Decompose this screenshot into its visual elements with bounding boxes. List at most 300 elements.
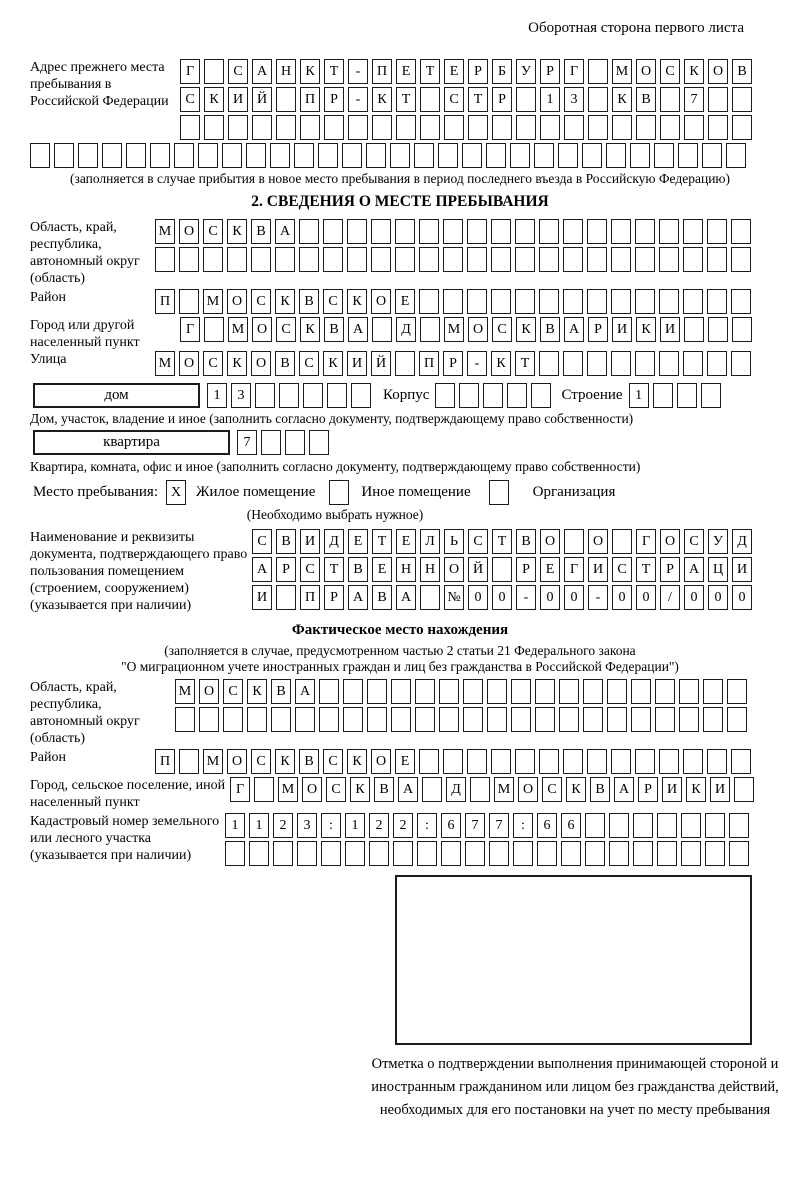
char-cell[interactable]: 7 bbox=[237, 430, 257, 455]
char-cell[interactable]: Е bbox=[444, 59, 464, 84]
char-cell[interactable]: 6 bbox=[537, 813, 557, 838]
char-cell[interactable] bbox=[318, 143, 338, 168]
char-cell[interactable] bbox=[612, 115, 632, 140]
char-cell[interactable]: А bbox=[396, 585, 416, 610]
char-cell[interactable] bbox=[444, 115, 464, 140]
char-cell[interactable] bbox=[607, 679, 627, 704]
char-cell[interactable]: 0 bbox=[732, 585, 752, 610]
char-cell[interactable]: О bbox=[444, 557, 464, 582]
char-cell[interactable] bbox=[731, 351, 751, 376]
char-cell[interactable]: И bbox=[612, 317, 632, 342]
char-cell[interactable]: К bbox=[372, 87, 392, 112]
char-cell[interactable] bbox=[732, 115, 752, 140]
char-cell[interactable]: В bbox=[374, 777, 394, 802]
char-cell[interactable] bbox=[583, 707, 603, 732]
char-cell[interactable] bbox=[678, 143, 698, 168]
char-cell[interactable] bbox=[367, 679, 387, 704]
char-cell[interactable]: 1 bbox=[249, 813, 269, 838]
char-cell[interactable] bbox=[539, 289, 559, 314]
char-cell[interactable]: 0 bbox=[492, 585, 512, 610]
char-cell[interactable]: М bbox=[278, 777, 298, 802]
char-cell[interactable] bbox=[30, 143, 50, 168]
char-cell[interactable]: К bbox=[204, 87, 224, 112]
char-cell[interactable]: В bbox=[590, 777, 610, 802]
char-cell[interactable]: А bbox=[252, 557, 272, 582]
char-cell[interactable] bbox=[657, 841, 677, 866]
char-cell[interactable] bbox=[414, 143, 434, 168]
char-cell[interactable]: 0 bbox=[636, 585, 656, 610]
char-cell[interactable]: № bbox=[444, 585, 464, 610]
char-cell[interactable] bbox=[443, 289, 463, 314]
char-cell[interactable]: П bbox=[372, 59, 392, 84]
char-cell[interactable] bbox=[564, 529, 584, 554]
char-cell[interactable] bbox=[299, 219, 319, 244]
char-cell[interactable]: Т bbox=[636, 557, 656, 582]
char-cell[interactable] bbox=[255, 383, 275, 408]
char-cell[interactable]: О bbox=[371, 749, 391, 774]
char-cell[interactable]: В bbox=[372, 585, 392, 610]
char-cell[interactable]: Е bbox=[372, 557, 392, 582]
char-cell[interactable]: Р bbox=[276, 557, 296, 582]
char-cell[interactable] bbox=[585, 813, 605, 838]
char-cell[interactable]: М bbox=[228, 317, 248, 342]
char-cell[interactable]: О bbox=[588, 529, 608, 554]
char-cell[interactable]: С bbox=[203, 351, 223, 376]
char-cell[interactable]: В bbox=[271, 679, 291, 704]
char-cell[interactable] bbox=[351, 383, 371, 408]
char-cell[interactable] bbox=[491, 289, 511, 314]
char-cell[interactable] bbox=[126, 143, 146, 168]
char-cell[interactable]: Г bbox=[180, 317, 200, 342]
char-cell[interactable]: К bbox=[491, 351, 511, 376]
char-cell[interactable] bbox=[729, 813, 749, 838]
char-cell[interactable]: Р bbox=[324, 87, 344, 112]
char-cell[interactable]: Т bbox=[468, 87, 488, 112]
char-cell[interactable] bbox=[559, 679, 579, 704]
char-cell[interactable] bbox=[535, 679, 555, 704]
char-cell[interactable] bbox=[707, 351, 727, 376]
char-cell[interactable] bbox=[463, 707, 483, 732]
char-cell[interactable] bbox=[731, 289, 751, 314]
char-cell[interactable] bbox=[443, 219, 463, 244]
char-cell[interactable] bbox=[558, 143, 578, 168]
char-cell[interactable]: Г bbox=[230, 777, 250, 802]
char-cell[interactable] bbox=[587, 749, 607, 774]
char-cell[interactable] bbox=[276, 585, 296, 610]
char-cell[interactable] bbox=[654, 143, 674, 168]
char-cell[interactable] bbox=[660, 87, 680, 112]
char-cell[interactable]: 3 bbox=[297, 813, 317, 838]
char-cell[interactable]: С bbox=[542, 777, 562, 802]
char-cell[interactable] bbox=[531, 383, 551, 408]
char-cell[interactable]: Т bbox=[492, 529, 512, 554]
char-cell[interactable] bbox=[285, 430, 305, 455]
char-cell[interactable] bbox=[491, 219, 511, 244]
char-cell[interactable]: С bbox=[468, 529, 488, 554]
char-cell[interactable]: М bbox=[155, 351, 175, 376]
char-cell[interactable]: : bbox=[321, 813, 341, 838]
char-cell[interactable] bbox=[734, 777, 754, 802]
char-cell[interactable] bbox=[635, 289, 655, 314]
char-cell[interactable] bbox=[563, 219, 583, 244]
char-cell[interactable] bbox=[372, 317, 392, 342]
char-cell[interactable]: С bbox=[223, 679, 243, 704]
char-cell[interactable] bbox=[297, 841, 317, 866]
char-cell[interactable]: 6 bbox=[441, 813, 461, 838]
char-cell[interactable] bbox=[366, 143, 386, 168]
char-cell[interactable]: Т bbox=[324, 59, 344, 84]
char-cell[interactable] bbox=[587, 351, 607, 376]
char-cell[interactable] bbox=[631, 679, 651, 704]
char-cell[interactable]: С bbox=[684, 529, 704, 554]
char-cell[interactable]: М bbox=[155, 219, 175, 244]
char-cell[interactable]: Е bbox=[348, 529, 368, 554]
checkbox-inoe[interactable] bbox=[329, 480, 349, 505]
char-cell[interactable] bbox=[204, 317, 224, 342]
char-cell[interactable] bbox=[684, 115, 704, 140]
char-cell[interactable]: К bbox=[323, 351, 343, 376]
char-cell[interactable]: Р bbox=[324, 585, 344, 610]
char-cell[interactable]: О bbox=[227, 289, 247, 314]
char-cell[interactable]: 1 bbox=[345, 813, 365, 838]
char-cell[interactable] bbox=[539, 351, 559, 376]
char-cell[interactable] bbox=[276, 87, 296, 112]
char-cell[interactable]: / bbox=[660, 585, 680, 610]
char-cell[interactable] bbox=[708, 87, 728, 112]
char-cell[interactable] bbox=[419, 219, 439, 244]
char-cell[interactable] bbox=[679, 679, 699, 704]
char-cell[interactable]: А bbox=[295, 679, 315, 704]
char-cell[interactable]: О bbox=[179, 219, 199, 244]
char-cell[interactable]: С bbox=[228, 59, 248, 84]
char-cell[interactable]: П bbox=[155, 749, 175, 774]
char-cell[interactable] bbox=[659, 351, 679, 376]
char-cell[interactable] bbox=[369, 841, 389, 866]
char-cell[interactable] bbox=[633, 841, 653, 866]
char-cell[interactable]: К bbox=[636, 317, 656, 342]
char-cell[interactable] bbox=[707, 749, 727, 774]
char-cell[interactable]: Е bbox=[396, 59, 416, 84]
char-cell[interactable]: И bbox=[228, 87, 248, 112]
char-cell[interactable] bbox=[319, 679, 339, 704]
char-cell[interactable] bbox=[612, 529, 632, 554]
char-cell[interactable]: Р bbox=[492, 87, 512, 112]
char-cell[interactable] bbox=[203, 247, 223, 272]
char-cell[interactable] bbox=[516, 87, 536, 112]
char-cell[interactable] bbox=[727, 679, 747, 704]
char-cell[interactable]: С bbox=[660, 59, 680, 84]
char-cell[interactable]: И bbox=[660, 317, 680, 342]
char-cell[interactable] bbox=[611, 351, 631, 376]
char-cell[interactable] bbox=[462, 143, 482, 168]
char-cell[interactable] bbox=[516, 115, 536, 140]
char-cell[interactable] bbox=[677, 383, 697, 408]
char-cell[interactable] bbox=[420, 115, 440, 140]
char-cell[interactable]: К bbox=[516, 317, 536, 342]
char-cell[interactable]: В bbox=[732, 59, 752, 84]
char-cell[interactable] bbox=[294, 143, 314, 168]
char-cell[interactable] bbox=[439, 707, 459, 732]
char-cell[interactable] bbox=[563, 749, 583, 774]
char-cell[interactable] bbox=[607, 707, 627, 732]
char-cell[interactable]: С bbox=[276, 317, 296, 342]
char-cell[interactable] bbox=[467, 289, 487, 314]
char-cell[interactable] bbox=[391, 707, 411, 732]
char-cell[interactable]: Р bbox=[516, 557, 536, 582]
char-cell[interactable]: У bbox=[516, 59, 536, 84]
char-cell[interactable] bbox=[251, 247, 271, 272]
char-cell[interactable] bbox=[633, 813, 653, 838]
char-cell[interactable] bbox=[659, 219, 679, 244]
char-cell[interactable]: И bbox=[588, 557, 608, 582]
char-cell[interactable]: А bbox=[684, 557, 704, 582]
char-cell[interactable]: К bbox=[612, 87, 632, 112]
char-cell[interactable] bbox=[390, 143, 410, 168]
char-cell[interactable] bbox=[371, 219, 391, 244]
char-cell[interactable]: А bbox=[398, 777, 418, 802]
char-cell[interactable] bbox=[609, 813, 629, 838]
char-cell[interactable]: П bbox=[155, 289, 175, 314]
char-cell[interactable] bbox=[515, 219, 535, 244]
char-cell[interactable]: А bbox=[275, 219, 295, 244]
char-cell[interactable]: Т bbox=[372, 529, 392, 554]
char-cell[interactable] bbox=[300, 115, 320, 140]
char-cell[interactable]: К bbox=[247, 679, 267, 704]
char-cell[interactable] bbox=[343, 679, 363, 704]
char-cell[interactable]: С bbox=[444, 87, 464, 112]
char-cell[interactable] bbox=[343, 707, 363, 732]
char-cell[interactable]: 1 bbox=[225, 813, 245, 838]
char-cell[interactable] bbox=[303, 383, 323, 408]
char-cell[interactable] bbox=[731, 749, 751, 774]
char-cell[interactable] bbox=[585, 841, 605, 866]
char-cell[interactable]: - bbox=[348, 59, 368, 84]
char-cell[interactable] bbox=[611, 749, 631, 774]
char-cell[interactable]: Р bbox=[540, 59, 560, 84]
char-cell[interactable] bbox=[204, 115, 224, 140]
char-cell[interactable]: Н bbox=[420, 557, 440, 582]
char-cell[interactable]: А bbox=[614, 777, 634, 802]
char-cell[interactable]: Т bbox=[515, 351, 535, 376]
char-cell[interactable] bbox=[707, 247, 727, 272]
char-cell[interactable]: О bbox=[636, 59, 656, 84]
char-cell[interactable]: Г bbox=[564, 557, 584, 582]
char-cell[interactable] bbox=[261, 430, 281, 455]
char-cell[interactable]: П bbox=[419, 351, 439, 376]
char-cell[interactable] bbox=[467, 219, 487, 244]
char-cell[interactable] bbox=[347, 247, 367, 272]
char-cell[interactable] bbox=[179, 289, 199, 314]
char-cell[interactable]: К bbox=[300, 59, 320, 84]
char-cell[interactable] bbox=[705, 813, 725, 838]
char-cell[interactable]: А bbox=[252, 59, 272, 84]
char-cell[interactable] bbox=[611, 289, 631, 314]
char-cell[interactable]: И bbox=[732, 557, 752, 582]
char-cell[interactable] bbox=[587, 219, 607, 244]
char-cell[interactable] bbox=[279, 383, 299, 408]
char-cell[interactable] bbox=[487, 679, 507, 704]
char-cell[interactable]: 7 bbox=[465, 813, 485, 838]
char-cell[interactable] bbox=[513, 841, 533, 866]
char-cell[interactable] bbox=[659, 289, 679, 314]
char-cell[interactable] bbox=[489, 841, 509, 866]
char-cell[interactable] bbox=[703, 679, 723, 704]
char-cell[interactable] bbox=[372, 115, 392, 140]
char-cell[interactable]: Д bbox=[732, 529, 752, 554]
checkbox-org[interactable] bbox=[489, 480, 509, 505]
char-cell[interactable] bbox=[271, 707, 291, 732]
char-cell[interactable]: В bbox=[276, 529, 296, 554]
char-cell[interactable] bbox=[683, 219, 703, 244]
char-cell[interactable] bbox=[537, 841, 557, 866]
char-cell[interactable]: А bbox=[564, 317, 584, 342]
char-cell[interactable] bbox=[342, 143, 362, 168]
char-cell[interactable]: А bbox=[348, 585, 368, 610]
char-cell[interactable] bbox=[563, 289, 583, 314]
char-cell[interactable]: С bbox=[203, 219, 223, 244]
char-cell[interactable] bbox=[435, 383, 455, 408]
char-cell[interactable]: Р bbox=[660, 557, 680, 582]
char-cell[interactable] bbox=[204, 59, 224, 84]
char-cell[interactable]: С bbox=[492, 317, 512, 342]
char-cell[interactable]: Р bbox=[443, 351, 463, 376]
char-cell[interactable]: Р bbox=[468, 59, 488, 84]
char-cell[interactable] bbox=[707, 219, 727, 244]
char-cell[interactable]: О bbox=[199, 679, 219, 704]
char-cell[interactable]: Ц bbox=[708, 557, 728, 582]
char-cell[interactable]: : bbox=[417, 813, 437, 838]
char-cell[interactable]: У bbox=[708, 529, 728, 554]
char-cell[interactable]: Д bbox=[446, 777, 466, 802]
char-cell[interactable] bbox=[222, 143, 242, 168]
char-cell[interactable] bbox=[540, 115, 560, 140]
char-cell[interactable]: 2 bbox=[393, 813, 413, 838]
char-cell[interactable] bbox=[199, 707, 219, 732]
char-cell[interactable] bbox=[417, 841, 437, 866]
char-cell[interactable] bbox=[367, 707, 387, 732]
char-cell[interactable] bbox=[470, 777, 490, 802]
char-cell[interactable]: - bbox=[516, 585, 536, 610]
char-cell[interactable] bbox=[510, 143, 530, 168]
char-cell[interactable] bbox=[564, 115, 584, 140]
char-cell[interactable]: С bbox=[251, 289, 271, 314]
char-cell[interactable] bbox=[395, 351, 415, 376]
char-cell[interactable] bbox=[507, 383, 527, 408]
char-cell[interactable] bbox=[396, 115, 416, 140]
char-cell[interactable] bbox=[415, 679, 435, 704]
char-cell[interactable]: 0 bbox=[708, 585, 728, 610]
char-cell[interactable]: Й bbox=[371, 351, 391, 376]
char-cell[interactable] bbox=[492, 557, 512, 582]
char-cell[interactable] bbox=[539, 219, 559, 244]
char-cell[interactable] bbox=[419, 749, 439, 774]
char-cell[interactable]: 0 bbox=[684, 585, 704, 610]
char-cell[interactable]: К bbox=[350, 777, 370, 802]
char-cell[interactable] bbox=[659, 749, 679, 774]
char-cell[interactable]: И bbox=[252, 585, 272, 610]
char-cell[interactable] bbox=[655, 679, 675, 704]
char-cell[interactable]: Е bbox=[395, 289, 415, 314]
char-cell[interactable] bbox=[587, 289, 607, 314]
char-cell[interactable]: 2 bbox=[273, 813, 293, 838]
char-cell[interactable] bbox=[635, 247, 655, 272]
char-cell[interactable]: А bbox=[348, 317, 368, 342]
char-cell[interactable] bbox=[563, 351, 583, 376]
char-cell[interactable] bbox=[582, 143, 602, 168]
char-cell[interactable] bbox=[635, 749, 655, 774]
char-cell[interactable]: 1 bbox=[540, 87, 560, 112]
char-cell[interactable] bbox=[726, 143, 746, 168]
char-cell[interactable] bbox=[539, 247, 559, 272]
char-cell[interactable] bbox=[179, 749, 199, 774]
char-cell[interactable]: М bbox=[612, 59, 632, 84]
char-cell[interactable]: Р bbox=[588, 317, 608, 342]
char-cell[interactable] bbox=[276, 115, 296, 140]
char-cell[interactable] bbox=[321, 841, 341, 866]
char-cell[interactable]: О bbox=[660, 529, 680, 554]
char-cell[interactable] bbox=[393, 841, 413, 866]
char-cell[interactable] bbox=[225, 841, 245, 866]
char-cell[interactable]: М bbox=[203, 289, 223, 314]
char-cell[interactable]: О bbox=[302, 777, 322, 802]
char-cell[interactable] bbox=[708, 317, 728, 342]
char-cell[interactable]: К bbox=[300, 317, 320, 342]
char-cell[interactable]: С bbox=[323, 749, 343, 774]
char-cell[interactable] bbox=[587, 247, 607, 272]
char-cell[interactable]: В bbox=[299, 749, 319, 774]
char-cell[interactable]: Д bbox=[396, 317, 416, 342]
char-cell[interactable]: О bbox=[518, 777, 538, 802]
char-cell[interactable]: 6 bbox=[561, 813, 581, 838]
char-cell[interactable] bbox=[659, 247, 679, 272]
char-cell[interactable] bbox=[515, 749, 535, 774]
char-cell[interactable] bbox=[732, 317, 752, 342]
char-cell[interactable] bbox=[348, 115, 368, 140]
char-cell[interactable]: К bbox=[684, 59, 704, 84]
char-cell[interactable] bbox=[295, 707, 315, 732]
char-cell[interactable] bbox=[606, 143, 626, 168]
char-cell[interactable] bbox=[583, 679, 603, 704]
char-cell[interactable]: 3 bbox=[564, 87, 584, 112]
char-cell[interactable]: О bbox=[252, 317, 272, 342]
char-cell[interactable] bbox=[54, 143, 74, 168]
char-cell[interactable] bbox=[703, 707, 723, 732]
char-cell[interactable]: П bbox=[300, 585, 320, 610]
char-cell[interactable] bbox=[492, 115, 512, 140]
char-cell[interactable]: К bbox=[566, 777, 586, 802]
char-cell[interactable]: И bbox=[710, 777, 730, 802]
char-cell[interactable] bbox=[657, 813, 677, 838]
char-cell[interactable]: О bbox=[227, 749, 247, 774]
char-cell[interactable] bbox=[309, 430, 329, 455]
char-cell[interactable] bbox=[515, 289, 535, 314]
char-cell[interactable]: И bbox=[662, 777, 682, 802]
char-cell[interactable] bbox=[727, 707, 747, 732]
char-cell[interactable] bbox=[491, 749, 511, 774]
char-cell[interactable] bbox=[611, 219, 631, 244]
char-cell[interactable]: 1 bbox=[207, 383, 227, 408]
char-cell[interactable] bbox=[347, 219, 367, 244]
char-cell[interactable] bbox=[653, 383, 673, 408]
char-cell[interactable] bbox=[630, 143, 650, 168]
char-cell[interactable]: К bbox=[227, 219, 247, 244]
char-cell[interactable] bbox=[707, 289, 727, 314]
char-cell[interactable] bbox=[467, 749, 487, 774]
char-cell[interactable] bbox=[246, 143, 266, 168]
char-cell[interactable]: Т bbox=[420, 59, 440, 84]
char-cell[interactable] bbox=[729, 841, 749, 866]
char-cell[interactable] bbox=[465, 841, 485, 866]
